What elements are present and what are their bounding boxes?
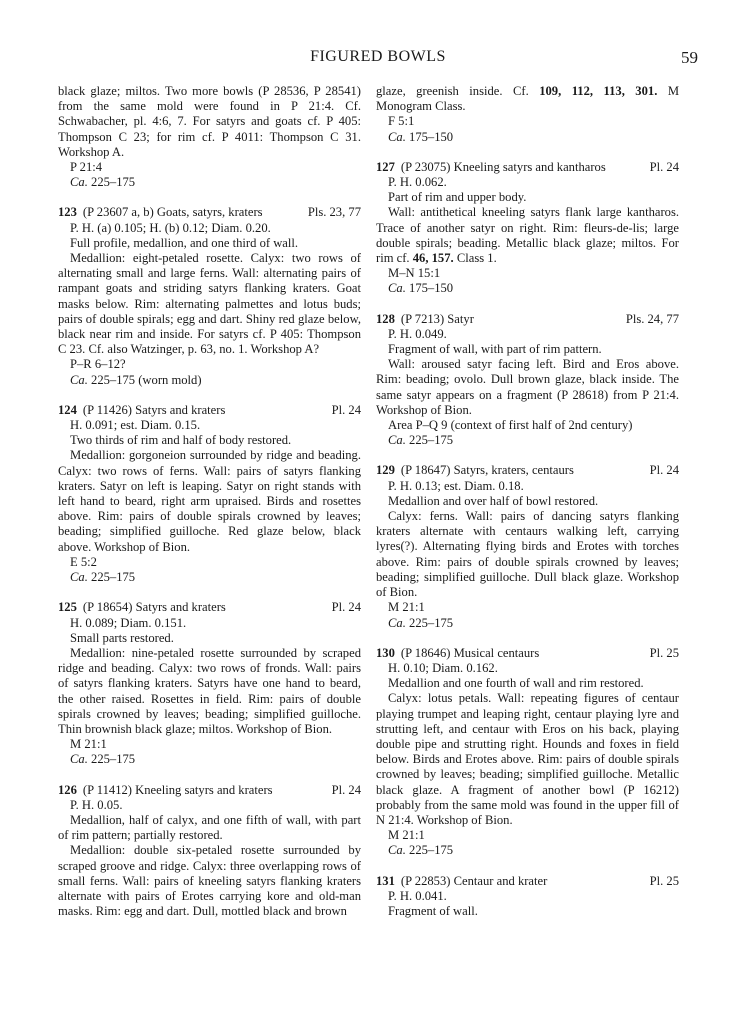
catalog-entry-126 [58,783,361,920]
date-value: 225–175 [409,615,454,630]
deposit-line: F 5:1 [388,114,415,129]
date-line [376,281,679,296]
deposit-line: M 21:1 [388,600,425,615]
entry-number: 126 [58,782,77,797]
deposit-line: M 21:1 [388,828,425,843]
entry-heading [58,783,361,798]
catalog-entry-127 [376,160,679,297]
preservation: Full profile, medallion, and one third of wall. [70,235,299,250]
entry-heading [376,646,679,661]
entry-number: 128 [376,311,395,326]
date-line [376,843,679,858]
description: Calyx: ferns. Wall: pairs of dancing satyrs flanking kraters alternate with centaurs walking left, carrying lyres(?). Alternating flying birds and Erotes with torches above. Rim: pairs of double spirals crowned by leaves; beading; simplified guilloche. Dull black glaze. Workshop of Bion. [376,509,679,600]
date-line [58,752,361,767]
entry-heading [376,160,679,175]
date-value: 225–175 [91,175,136,190]
dimensions: P. H. 0.049. [388,326,447,341]
entry-title: (P 11426) Satyrs and kraters [82,402,226,417]
deposit-line: M–N 15:1 [388,266,441,281]
date-line [376,616,679,631]
entry-number: 127 [376,159,395,174]
date-ca: Ca. [388,129,406,144]
deposit-line: P 21:4 [70,160,103,175]
entry-title: (P 22853) Centaur and krater [400,873,548,888]
entry-title: (P 11412) Kneeling satyrs and kraters [82,782,273,797]
date-value: 225–175 [409,843,454,858]
description: Wall: aroused satyr facing left. Bird and Eros above. Rim: beading; ovolo. Dull brown glaze, black inside. The same satyr appears on a fragment (P 28618) from P 21:4. Workshop of Bion. [376,357,679,417]
dimensions: P. H. 0.041. [388,888,447,903]
entry-heading [58,600,361,615]
description: Medallion: nine-petaled rosette surrounded by scraped ridge and beading. Calyx: two rows of fronds. Wall: pairs of satyrs flanking kraters. Satyrs have one hand to beard, the other raised. Rosettes in field. Rim: pairs of double spirals crowned by leaves; beading; simplified guilloche. Thin brownish black glaze; miltos. Workshop of Bion. [58,645,361,736]
deposit-line: Area P–Q 9 (context of first half of 2nd century) [388,418,633,433]
running-head [58,48,698,70]
entry-title: (P 23075) Kneeling satyrs and kantharos [400,159,606,174]
description: Medallion: double six-petaled rosette surrounded by scraped groove and ridge. Calyx: three overlapping rows of small ferns. Wall: pairs of kneeling satyrs flanking kraters alternate with pairs of Erotes carrying kore and old-man masks. Rim: egg and dart. Dull, mottled black and brown [58,843,361,919]
preservation: Part of rim and upper body. [388,190,527,205]
catalog-entry-129 [376,463,679,630]
plate-ref: Pls. 24, 77 [625,311,679,326]
entry-number: 131 [376,873,395,888]
plate-ref: Pl. 24 [331,600,361,615]
plate-ref: Pl. 24 [331,782,361,797]
plate-ref: Pl. 25 [649,645,679,660]
entry-title: (P 18647) Satyrs, kraters, centaurs [400,463,574,478]
entry-number: 123 [58,205,77,220]
dimensions: P. H. 0.13; est. Diam. 0.18. [388,478,524,493]
plate-ref: Pls. 23, 77 [307,205,361,220]
entry-title: (P 23607 a, b) Goats, satyrs, kraters [82,205,263,220]
deposit-line: M 21:1 [70,737,107,752]
dimensions: P. H. 0.062. [388,175,447,190]
catalog-entry-124 [58,403,361,585]
dimensions: P. H. 0.05. [70,797,123,812]
dimensions: H. 0.091; est. Diam. 0.15. [70,418,201,433]
date-ca: Ca. [388,615,406,630]
continued-text [376,84,679,114]
date-ca: Ca. [388,843,406,858]
date-ca: Ca. [70,752,88,767]
dimensions: P. H. (a) 0.105; H. (b) 0.12; Diam. 0.20. [70,220,271,235]
page-title: FIGURED BOWLS [310,48,446,65]
date-line [376,433,679,448]
preservation: Fragment of wall. [388,903,478,918]
left-column [58,84,361,919]
description-a: Wall: antithetical kneeling satyrs flank large kantharos. Trace of another satyr on right. Rim: fleurs-de-lis; large double spirals; beading. Metallic black glaze; miltos. For rim cf. [376,205,679,266]
entry-number: 124 [58,402,77,417]
description [376,205,679,266]
date-line [58,373,361,388]
entry-number: 130 [376,645,395,660]
description: Medallion: gorgoneion surrounded by ridge and beading. Calyx: two rows of ferns. Wall: pairs of satyrs flanking kraters. Satyr on left is leaping. Satyr on right stands with left hand to beard, right arm upraised. Birds and rosettes above. Rim: pairs of double spirals crowned by leaves; beading; simplified guilloche. Red glaze below, black above. Workshop of Bion. [58,448,361,554]
cross-references: 109, 112, 113, 301. [539,84,658,98]
catalog-entry-125 [58,600,361,767]
plate-ref: Pl. 24 [649,463,679,478]
date-ca: Ca. [70,570,88,585]
entry-title: (P 7213) Satyr [400,311,474,326]
entry-heading [376,312,679,327]
date-value: 225–175 [91,570,136,585]
date-ca: Ca. [388,281,406,296]
entry-title: (P 18654) Satyrs and kraters [82,600,226,615]
entry-number: 125 [58,600,77,615]
date-value: 175–150 [409,281,454,296]
dimensions: H. 0.10; Diam. 0.162. [388,660,498,675]
preservation: Medallion and over half of bowl restored. [388,493,599,508]
date-value: 225–175 [91,752,136,767]
date-line [58,570,361,585]
entry-heading [58,205,361,220]
page-number: 59 [681,48,698,67]
catalog-entry-123 [58,205,361,387]
preservation: Medallion, half of calyx, and one fifth of wall, with part of rim pattern; partially restored. [58,812,361,843]
cross-references: 46, 157. [412,251,454,266]
date-line [376,130,679,145]
preservation: Small parts restored. [70,630,174,645]
deposit-line: E 5:2 [70,554,97,569]
date-value: 175–150 [409,129,454,144]
date-ca: Ca. [70,175,88,190]
preservation: Fragment of wall, with part of rim pattern. [388,342,602,357]
description: Medallion: eight-petaled rosette. Calyx: two rows of alternating small and large ferns. Wall: alternating pairs of rampant goats and striding satyrs flanking kraters. Goat masks below. Rim: alternating palmettes and lotus buds; pairs of double spirals; egg and dart. Shiny red glaze below, black near rim and inside. For satyrs cf. P 405: Thompson C 23. Cf. also Watzinger, p. 63, no. 1. Workshop A? [58,251,361,357]
entry-title: (P 18646) Musical centaurs [400,645,540,660]
catalog-entry-130 [376,646,679,859]
date-ca: Ca. [388,433,406,448]
catalog-entry-128 [376,312,679,449]
entry-number: 129 [376,463,395,478]
plate-ref: Pl. 24 [649,159,679,174]
date-line [58,175,361,190]
continued-text-a: glaze, greenish inside. Cf. [376,84,529,98]
entry-heading [376,463,679,478]
continued-text-b: M Monogram Class. [376,84,680,114]
catalog-entry-131 [376,874,679,920]
description-b: Class 1. [456,251,497,266]
plate-ref: Pl. 24 [331,402,361,417]
entry-heading [376,874,679,889]
date-ca: Ca. [70,372,88,387]
entry-heading [58,403,361,418]
deposit-line: P–R 6–12? [70,357,126,372]
plate-ref: Pl. 25 [649,873,679,888]
date-value: 225–175 (worn mold) [91,372,202,387]
preservation: Medallion and one fourth of wall and rim restored. [388,676,644,691]
right-column [376,84,679,919]
dimensions: H. 0.089; Diam. 0.151. [70,615,187,630]
continued-text: black glaze; miltos. Two more bowls (P 28536, P 28541) from the same mold were found in P 21:4. Cf. Schwabacher, pl. 4:6, 7. For satyrs and goats cf. P 405: Thompson C 23; for rim cf. P 4011: Thompson C 31. Workshop A. [58,84,361,159]
description: Calyx: lotus petals. Wall: repeating figures of centaur playing trumpet and leaping right, centaur playing lyre and strutting left, and centaur with Eros on his back, playing double pipe and strutting right. Hounds and foxes in field below. Birds and Erotes above. Rim: pairs of double spirals crowned by leaves; beading; simplified guilloche. Metallic black glaze. A fragment of another bowl (P 16212) probably from the same mold was found in the upper fill of N 21:4. Workshop of Bion. [376,691,679,827]
date-value: 225–175 [409,433,454,448]
preservation: Two thirds of rim and half of body restored. [70,433,292,448]
